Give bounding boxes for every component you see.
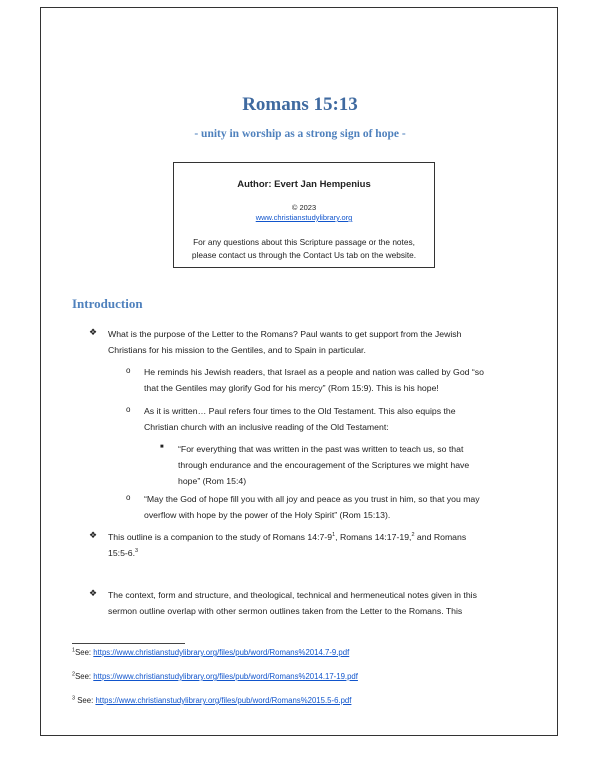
footnote-number: 2	[72, 671, 76, 678]
circle-bullet-icon: o	[126, 366, 131, 375]
circle-bullet-icon: o	[126, 405, 131, 414]
footnote-prefix: See:	[75, 696, 96, 705]
page-title: Romans 15:13	[242, 94, 358, 115]
author-box	[173, 162, 435, 268]
diamond-bullet-icon: ❖	[89, 588, 98, 598]
list-item	[144, 491, 480, 523]
author-name: Author: Evert Jan Hempenius	[237, 179, 371, 190]
list-item	[178, 441, 469, 489]
list-item	[108, 587, 477, 619]
text-line: The context, form and structure, and theological, technical and hermeneutical notes given in this	[108, 590, 477, 600]
text-span: and Romans	[414, 532, 467, 542]
footnote-link[interactable]: https://www.christianstudylibrary.org/files/pub/word/Romans%2015.5-6.pdf	[95, 696, 352, 705]
contact-note	[180, 236, 428, 262]
text-line: “May the God of hope fill you with all joy and peace as you trust in him, so that you may	[144, 494, 480, 504]
footnote-link[interactable]: https://www.christianstudylibrary.org/files/pub/word/Romans%2014.7-9.pdf	[93, 648, 350, 657]
text-line: that the Gentiles may glorify God for his mercy” (Rom 15:9). This is his hope!	[144, 383, 439, 393]
text-line	[108, 545, 466, 561]
footnote-number: 3	[72, 695, 76, 702]
text-span: 15:5-6.	[108, 548, 136, 558]
diamond-bullet-icon: ❖	[89, 327, 98, 337]
footnote-prefix: See:	[75, 648, 94, 657]
footnote-prefix: See:	[75, 672, 94, 681]
text-line: hope” (Rom 15:4)	[178, 476, 247, 486]
text-line: Christians for his mission to the Gentiles, and to Spain in particular.	[108, 345, 366, 355]
text-line: As it is written… Paul refers four times to the Old Testament. This also equips the	[144, 406, 456, 416]
footnote	[72, 672, 358, 681]
text-line: What is the purpose of the Letter to the Romans? Paul wants to get support from the Jewish	[108, 329, 462, 339]
contact-line: For any questions about this Scripture passage or the notes,	[193, 237, 415, 247]
footnote-ref[interactable]: 2	[411, 532, 415, 539]
footnote-ref[interactable]: 1	[332, 532, 336, 539]
text-line	[108, 529, 466, 545]
text-line: He reminds his Jewish readers, that Israel as a people and nation was called by God “so	[144, 367, 484, 377]
text-line: sermon outline overlap with other sermon outlines taken from the Letter to the Romans. This	[108, 606, 463, 616]
list-item	[144, 364, 484, 396]
text-span: This outline is a companion to the study of Romans 14:7-9	[108, 532, 333, 542]
list-item	[108, 326, 461, 358]
diamond-bullet-icon: ❖	[89, 530, 98, 540]
website-link[interactable]: www.christianstudylibrary.org	[255, 213, 353, 222]
page-subtitle: - unity in worship as a strong sign of hope -	[194, 128, 406, 140]
section-heading: Introduction	[72, 296, 143, 311]
footnote	[72, 696, 351, 705]
text-line: “For everything that was written in the past was written to teach us, so that	[178, 444, 464, 454]
text-line: overflow with hope by the power of the Holy Spirit” (Rom 15:13).	[144, 510, 391, 520]
circle-bullet-icon: o	[126, 493, 131, 502]
copyright: © 2023	[291, 203, 317, 212]
contact-line: please contact us through the Contact Us tab on the website.	[191, 250, 417, 260]
square-bullet-icon: ■	[160, 444, 164, 450]
text-line: through endurance and the encouragement of the Scriptures we might have	[178, 460, 470, 470]
text-line: Christian church with an inclusive reading of the Old Testament:	[144, 422, 389, 432]
footnote-ref[interactable]: 3	[135, 548, 139, 555]
list-item	[108, 529, 466, 561]
text-span: , Romans 14:17-19,	[335, 532, 412, 542]
footnote-divider	[72, 643, 185, 644]
footnote-number: 1	[72, 647, 76, 654]
footnote	[72, 648, 349, 657]
list-item	[144, 403, 456, 435]
footnote-link[interactable]: https://www.christianstudylibrary.org/files/pub/word/Romans%2014.17-19.pdf	[93, 672, 358, 681]
